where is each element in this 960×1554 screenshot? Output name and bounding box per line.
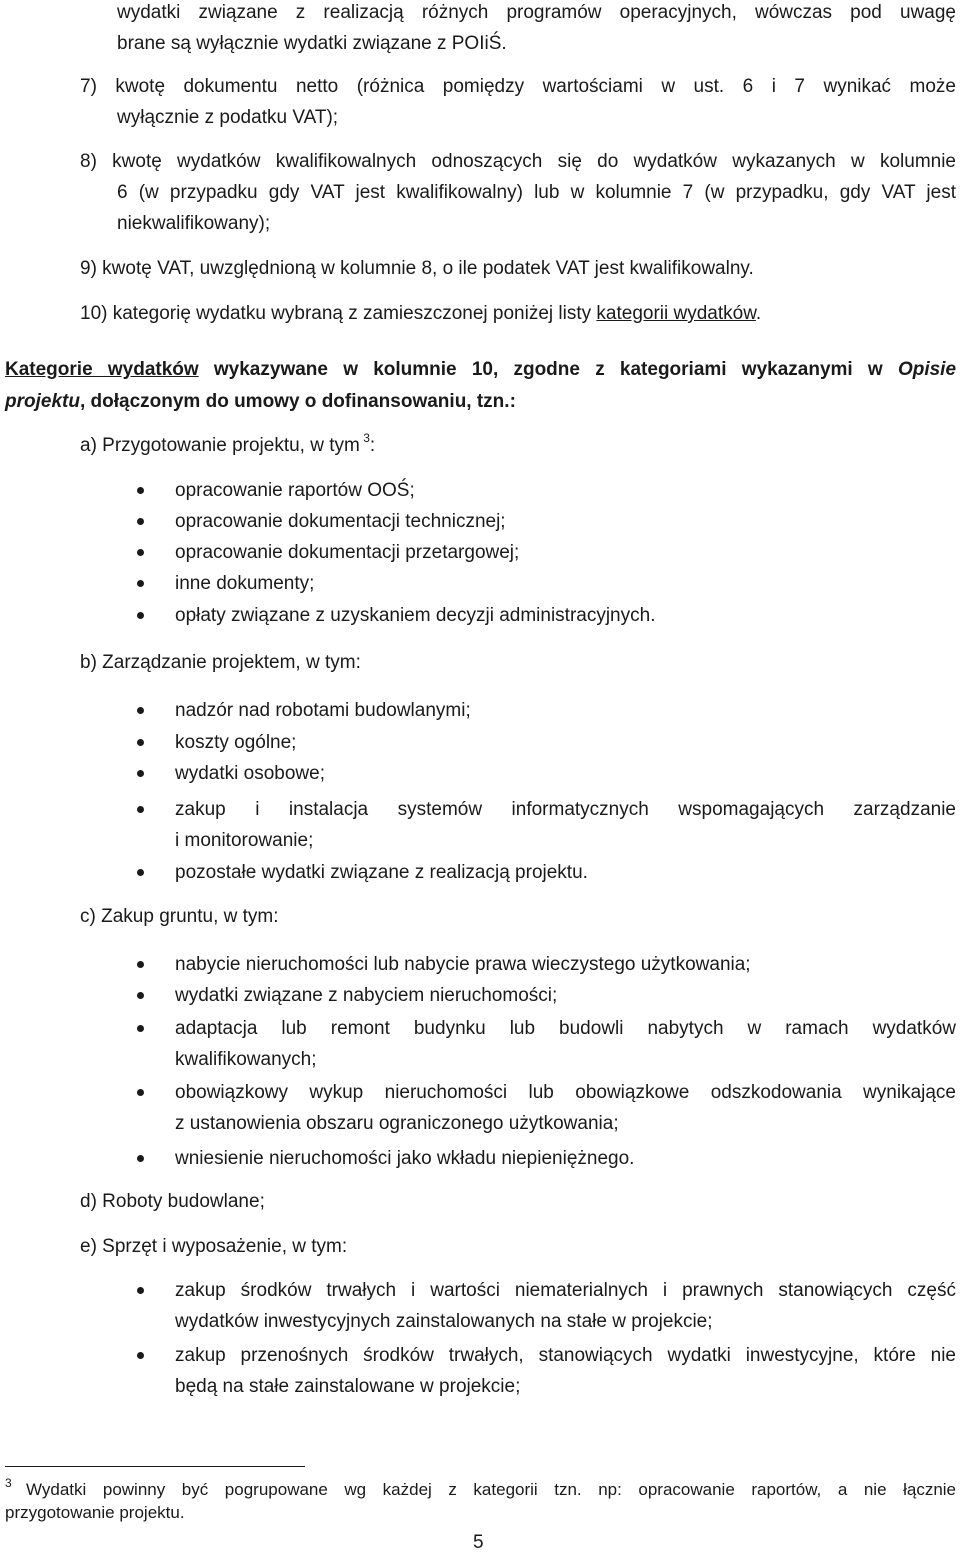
footnote-line-2: przygotowanie projektu. bbox=[5, 1503, 185, 1522]
list-item-a-4: inne dokumenty; bbox=[175, 573, 315, 594]
section-a-label bbox=[80, 430, 376, 457]
bullet-icon bbox=[137, 1089, 144, 1096]
list-item-a-1: opracowanie raportów OOŚ; bbox=[175, 480, 415, 501]
list-item-c-1: nabycie nieruchomości lub nabycie prawa wieczystego użytkowania; bbox=[175, 954, 751, 975]
list-item-c-3: adaptacja lub remont budynku lub budowli nabytych w ramach wydatków bbox=[175, 1018, 956, 1039]
item-10-text: 10) kategorię wydatku wybraną z zamieszczonej poniżej listy bbox=[80, 303, 597, 324]
section-c-label: c) Zakup gruntu, w tym: bbox=[80, 906, 279, 927]
bullet-icon bbox=[137, 549, 144, 556]
bullet-icon bbox=[137, 992, 144, 999]
intro-line-2: brane są wyłącznie wydatki związane z POIiŚ. bbox=[117, 33, 507, 54]
bullet-icon bbox=[137, 806, 144, 813]
bullet-icon bbox=[137, 518, 144, 525]
list-item-a-3: opracowanie dokumentacji przetargowej; bbox=[175, 542, 520, 563]
footnote-line-1: Wydatki powinny być pogrupowane wg każdej z kategorii tzn. np: opracowanie raportów, a nie łącznie bbox=[26, 1480, 956, 1499]
section-b-label: b) Zarządzanie projektem, w tym: bbox=[80, 652, 361, 673]
list-item-b-1: nadzór nad robotami budowlanymi; bbox=[175, 700, 471, 721]
bullet-icon bbox=[137, 1025, 144, 1032]
list-item-c-5: wniesienie nieruchomości jako wkładu niepieniężnego. bbox=[175, 1148, 635, 1169]
list-item-b-4: zakup i instalacja systemów informatycznych wspomagających zarządzanie bbox=[175, 799, 956, 820]
section-a-colon: : bbox=[369, 435, 376, 456]
list-item-e-1-cont: wydatków inwestycyjnych zainstalowanych na stałe w projekcie; bbox=[175, 1311, 713, 1332]
footnote-separator bbox=[5, 1466, 305, 1467]
item-8-line-2: 6 (w przypadku gdy VAT jest kwalifikowalny) lub w kolumnie 7 (w przypadku, gdy VAT jest bbox=[117, 182, 956, 203]
footnote-mark: 3 bbox=[5, 1476, 12, 1490]
list-item-e-2: zakup przenośnych środków trwałych, stanowiących wydatki inwestycyjne, które nie bbox=[175, 1345, 956, 1366]
page-number: 5 bbox=[473, 1532, 484, 1553]
section-d-label: d) Roboty budowlane; bbox=[80, 1191, 265, 1212]
list-item-b-2: koszty ogólne; bbox=[175, 732, 297, 753]
list-item-c-2: wydatki związane z nabyciem nieruchomości; bbox=[175, 985, 558, 1006]
categories-heading-link[interactable]: Kategorie wydatków bbox=[5, 359, 199, 380]
categories-heading-rest: , dołączonym do umowy o dofinansowaniu, tzn.: bbox=[79, 391, 516, 412]
bullet-icon bbox=[137, 739, 144, 746]
intro-line-1: wydatki związane z realizacją różnych programów operacyjnych, wówczas pod uwagę bbox=[117, 2, 956, 23]
categories-heading-projektu: projektu bbox=[5, 391, 80, 412]
item-7-line-1: 7) kwotę dokumentu netto (różnica pomiędzy wartościami w ust. 6 i 7 wynikać może bbox=[80, 76, 956, 97]
bullet-icon bbox=[137, 580, 144, 587]
list-item-b-5: pozostałe wydatki związane z realizacją projektu. bbox=[175, 862, 588, 883]
section-e-label: e) Sprzęt i wyposażenie, w tym: bbox=[80, 1236, 348, 1257]
bullet-icon bbox=[137, 1155, 144, 1162]
bullet-icon bbox=[137, 707, 144, 714]
bullet-icon bbox=[137, 1287, 144, 1294]
item-8-line-1: 8) kwotę wydatków kwalifikowalnych odnoszących się do wydatków wykazanych w kolumnie bbox=[80, 151, 956, 172]
list-item-e-2-cont: będą na stałe zainstalowane w projekcie; bbox=[175, 1376, 521, 1397]
item-9: 9) kwotę VAT, uwzględnioną w kolumnie 8, o ile podatek VAT jest kwalifikowalny. bbox=[80, 258, 754, 279]
categories-heading-text: wykazywane w kolumnie 10, zgodne z kategoriami wykazanymi w bbox=[198, 359, 898, 380]
bullet-icon bbox=[137, 1352, 144, 1359]
list-item-a-5: opłaty związane z uzyskaniem decyzji administracyjnych. bbox=[175, 605, 656, 626]
categories-heading-line-2 bbox=[5, 391, 516, 413]
item-10-period: . bbox=[755, 303, 762, 324]
expense-categories-link[interactable]: kategorii wydatków bbox=[596, 303, 756, 324]
bullet-icon bbox=[137, 770, 144, 777]
bullet-icon bbox=[137, 487, 144, 494]
list-item-b-4-cont: i monitorowanie; bbox=[175, 830, 314, 851]
item-7-line-2: wyłącznie z podatku VAT); bbox=[117, 107, 339, 128]
bullet-icon bbox=[137, 961, 144, 968]
section-a-text: a) Przygotowanie projektu, w tym bbox=[80, 435, 360, 456]
footnote-ref[interactable]: 3 bbox=[363, 430, 370, 445]
list-item-c-3-cont: kwalifikowanych; bbox=[175, 1049, 317, 1070]
list-item-c-4: obowiązkowy wykup nieruchomości lub obowiązkowe odszkodowania wynikające bbox=[175, 1082, 956, 1103]
bullet-icon bbox=[137, 612, 144, 619]
list-item-c-4-cont: z ustanowienia obszaru ograniczonego użytkowania; bbox=[175, 1113, 619, 1134]
list-item-e-1: zakup środków trwałych i wartości niematerialnych i prawnych stanowiących część bbox=[175, 1280, 956, 1301]
list-item-a-2: opracowanie dokumentacji technicznej; bbox=[175, 511, 506, 532]
list-item-b-3: wydatki osobowe; bbox=[175, 763, 325, 784]
item-8-line-3: niekwalifikowany); bbox=[117, 213, 271, 234]
bullet-icon bbox=[137, 869, 144, 876]
categories-heading-line-1 bbox=[5, 359, 956, 381]
categories-heading-opisie: Opisie bbox=[897, 359, 957, 380]
item-10 bbox=[80, 303, 761, 325]
